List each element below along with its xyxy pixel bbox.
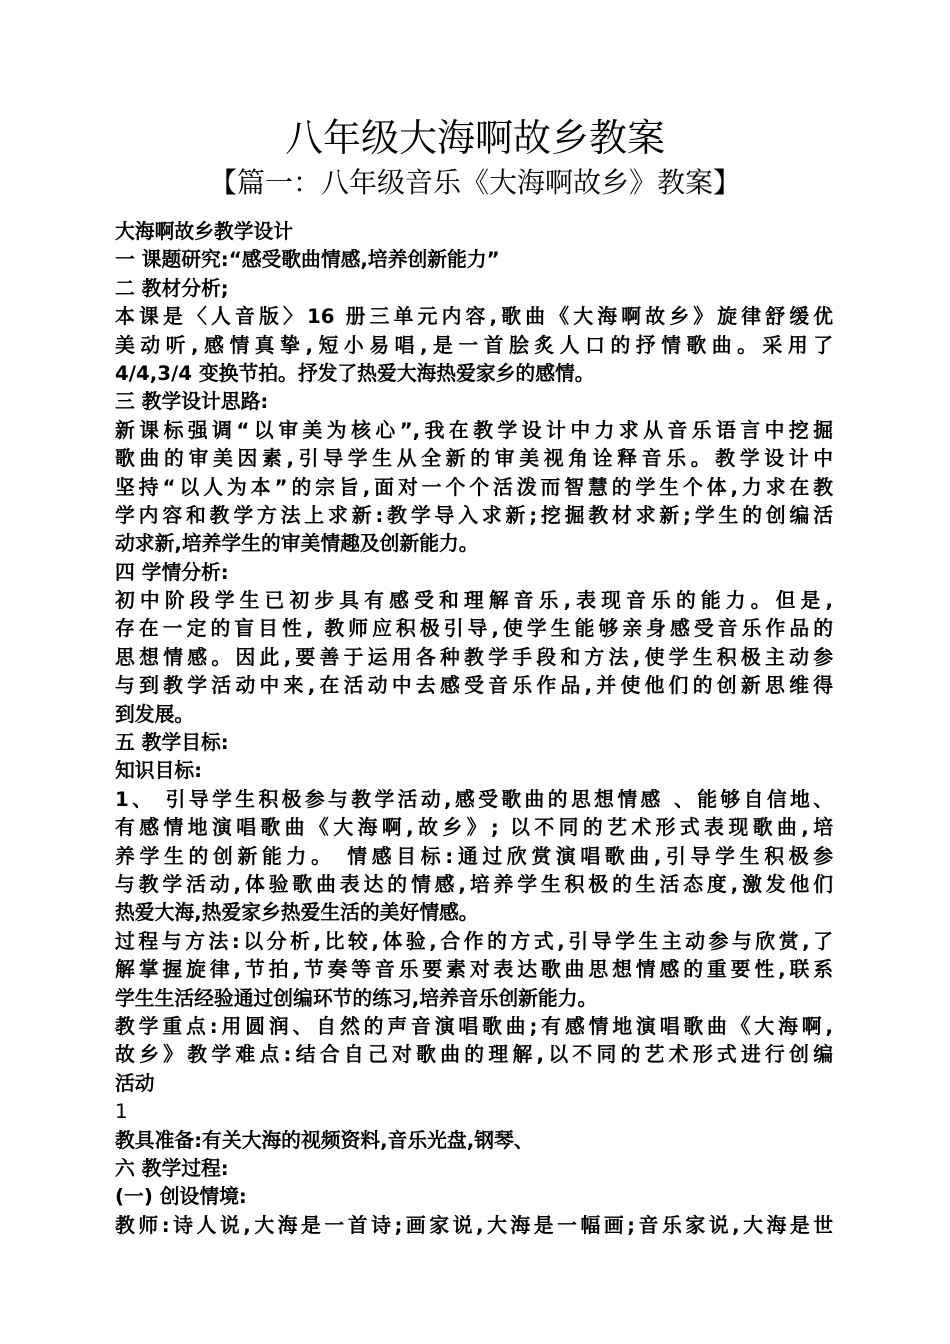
text-line: (一) 创设情境: [115,1185,247,1209]
page-number: 1 [115,1100,128,1124]
text-line: 大海啊故乡教学设计 [115,220,294,243]
text-line: 思想情感。因此,要善于运用各种教学手段和方法,使学生积极主动参 [115,645,833,669]
text-line: 歌曲的审美因素,引导学生从全新的审美视角诠释音乐。教学设计中 [115,447,833,471]
text-line: 教学重点:用圆润、自然的声音演唱歌曲;有感情地演唱歌曲《大海啊, [115,1014,833,1038]
text-line: 活动 [115,1071,155,1095]
text-line: 学生生活经验通过创编环节的练习,培养音乐创新能力。 [115,986,598,1010]
text-line: 存在一定的盲目性, 教师应积极引导,使学生能够亲身感受音乐作品的 [115,617,833,641]
text-line: 美动听,感情真挚,短小易唱,是一首脍炙人口的抒情歌曲。采用了 [115,333,833,357]
text-line: 初中阶段学生已初步具有感受和理解音乐,表现音乐的能力。但是, [115,589,833,613]
text-line: 六 教学过程: [115,1156,229,1180]
text-line: 教具准备:有关大海的视频资料,音乐光盘,钢琴、 [115,1128,534,1152]
text-line: 学内容和教学方法上求新:教学导入求新;挖掘教材求新;学生的创编活 [115,503,833,527]
text-line: 1、 引导学生积极参与教学活动,感受歌曲的思想情感 、能够自信地、 [115,787,833,811]
text-line: 到发展。 [115,702,195,726]
document-body [115,218,833,1240]
text-line: 一 课题研究:“感受歌曲情感,培养创新能力” [115,248,500,272]
document-subtitle: 【篇一：八年级音乐《大海啊故乡》教案】 [208,166,741,199]
text-line: 与到教学活动中来,在活动中去感受音乐作品,并使他们的创新思维得 [115,674,833,698]
text-line: 知识目标: [115,759,203,783]
text-line: 五 教学目标: [115,731,229,755]
text-line: 坚持“以人为本”的宗旨,面对一个个活泼而智慧的学生个体,力求在教 [115,475,833,499]
text-line: 解掌握旋律,节拍,节奏等音乐要素对表达歌曲思想情感的重要性,联系 [115,958,833,982]
text-line: 过程与方法:以分析,比较,体验,合作的方式,引导学生主动参与欣赏,了 [115,929,833,953]
text-line: 二 教材分析; [115,276,229,300]
text-line: 教师:诗人说,大海是一首诗;画家说,大海是一幅画;音乐家说,大海是世 [115,1213,833,1237]
text-line: 热爱大海,热爱家乡热爱生活的美好情感。 [115,901,479,925]
text-line: 新课标强调“以审美为核心”,我在教学设计中力求从音乐语言中挖掘 [115,418,833,442]
text-line: 养学生的创新能力。 情感目标:通过欣赏演唱歌曲,引导学生积极参 [115,844,833,868]
text-line: 动求新,培养学生的审美情趣及创新能力。 [115,532,479,556]
text-line: 三 教学设计思路: [115,390,269,414]
text-line: 故乡》教学难点:结合自己对歌曲的理解,以不同的艺术形式进行创编 [115,1043,833,1067]
document-title: 八年级大海啊故乡教案 [284,116,665,160]
text-line: 四 学情分析: [115,560,229,584]
text-line: 4/4,3/4 变换节拍。抒发了热爱大海热爱家乡的感情。 [115,361,595,385]
text-line: 有感情地演唱歌曲《大海啊,故乡》; 以不同的艺术形式表现歌曲,培 [115,816,833,840]
text-line: 本课是〈人音版〉16 册三单元内容,歌曲《大海啊故乡》旋律舒缓优 [115,305,833,329]
text-line: 与教学活动,体验歌曲表达的情感,培养学生积极的生活态度,激发他们 [115,872,833,896]
